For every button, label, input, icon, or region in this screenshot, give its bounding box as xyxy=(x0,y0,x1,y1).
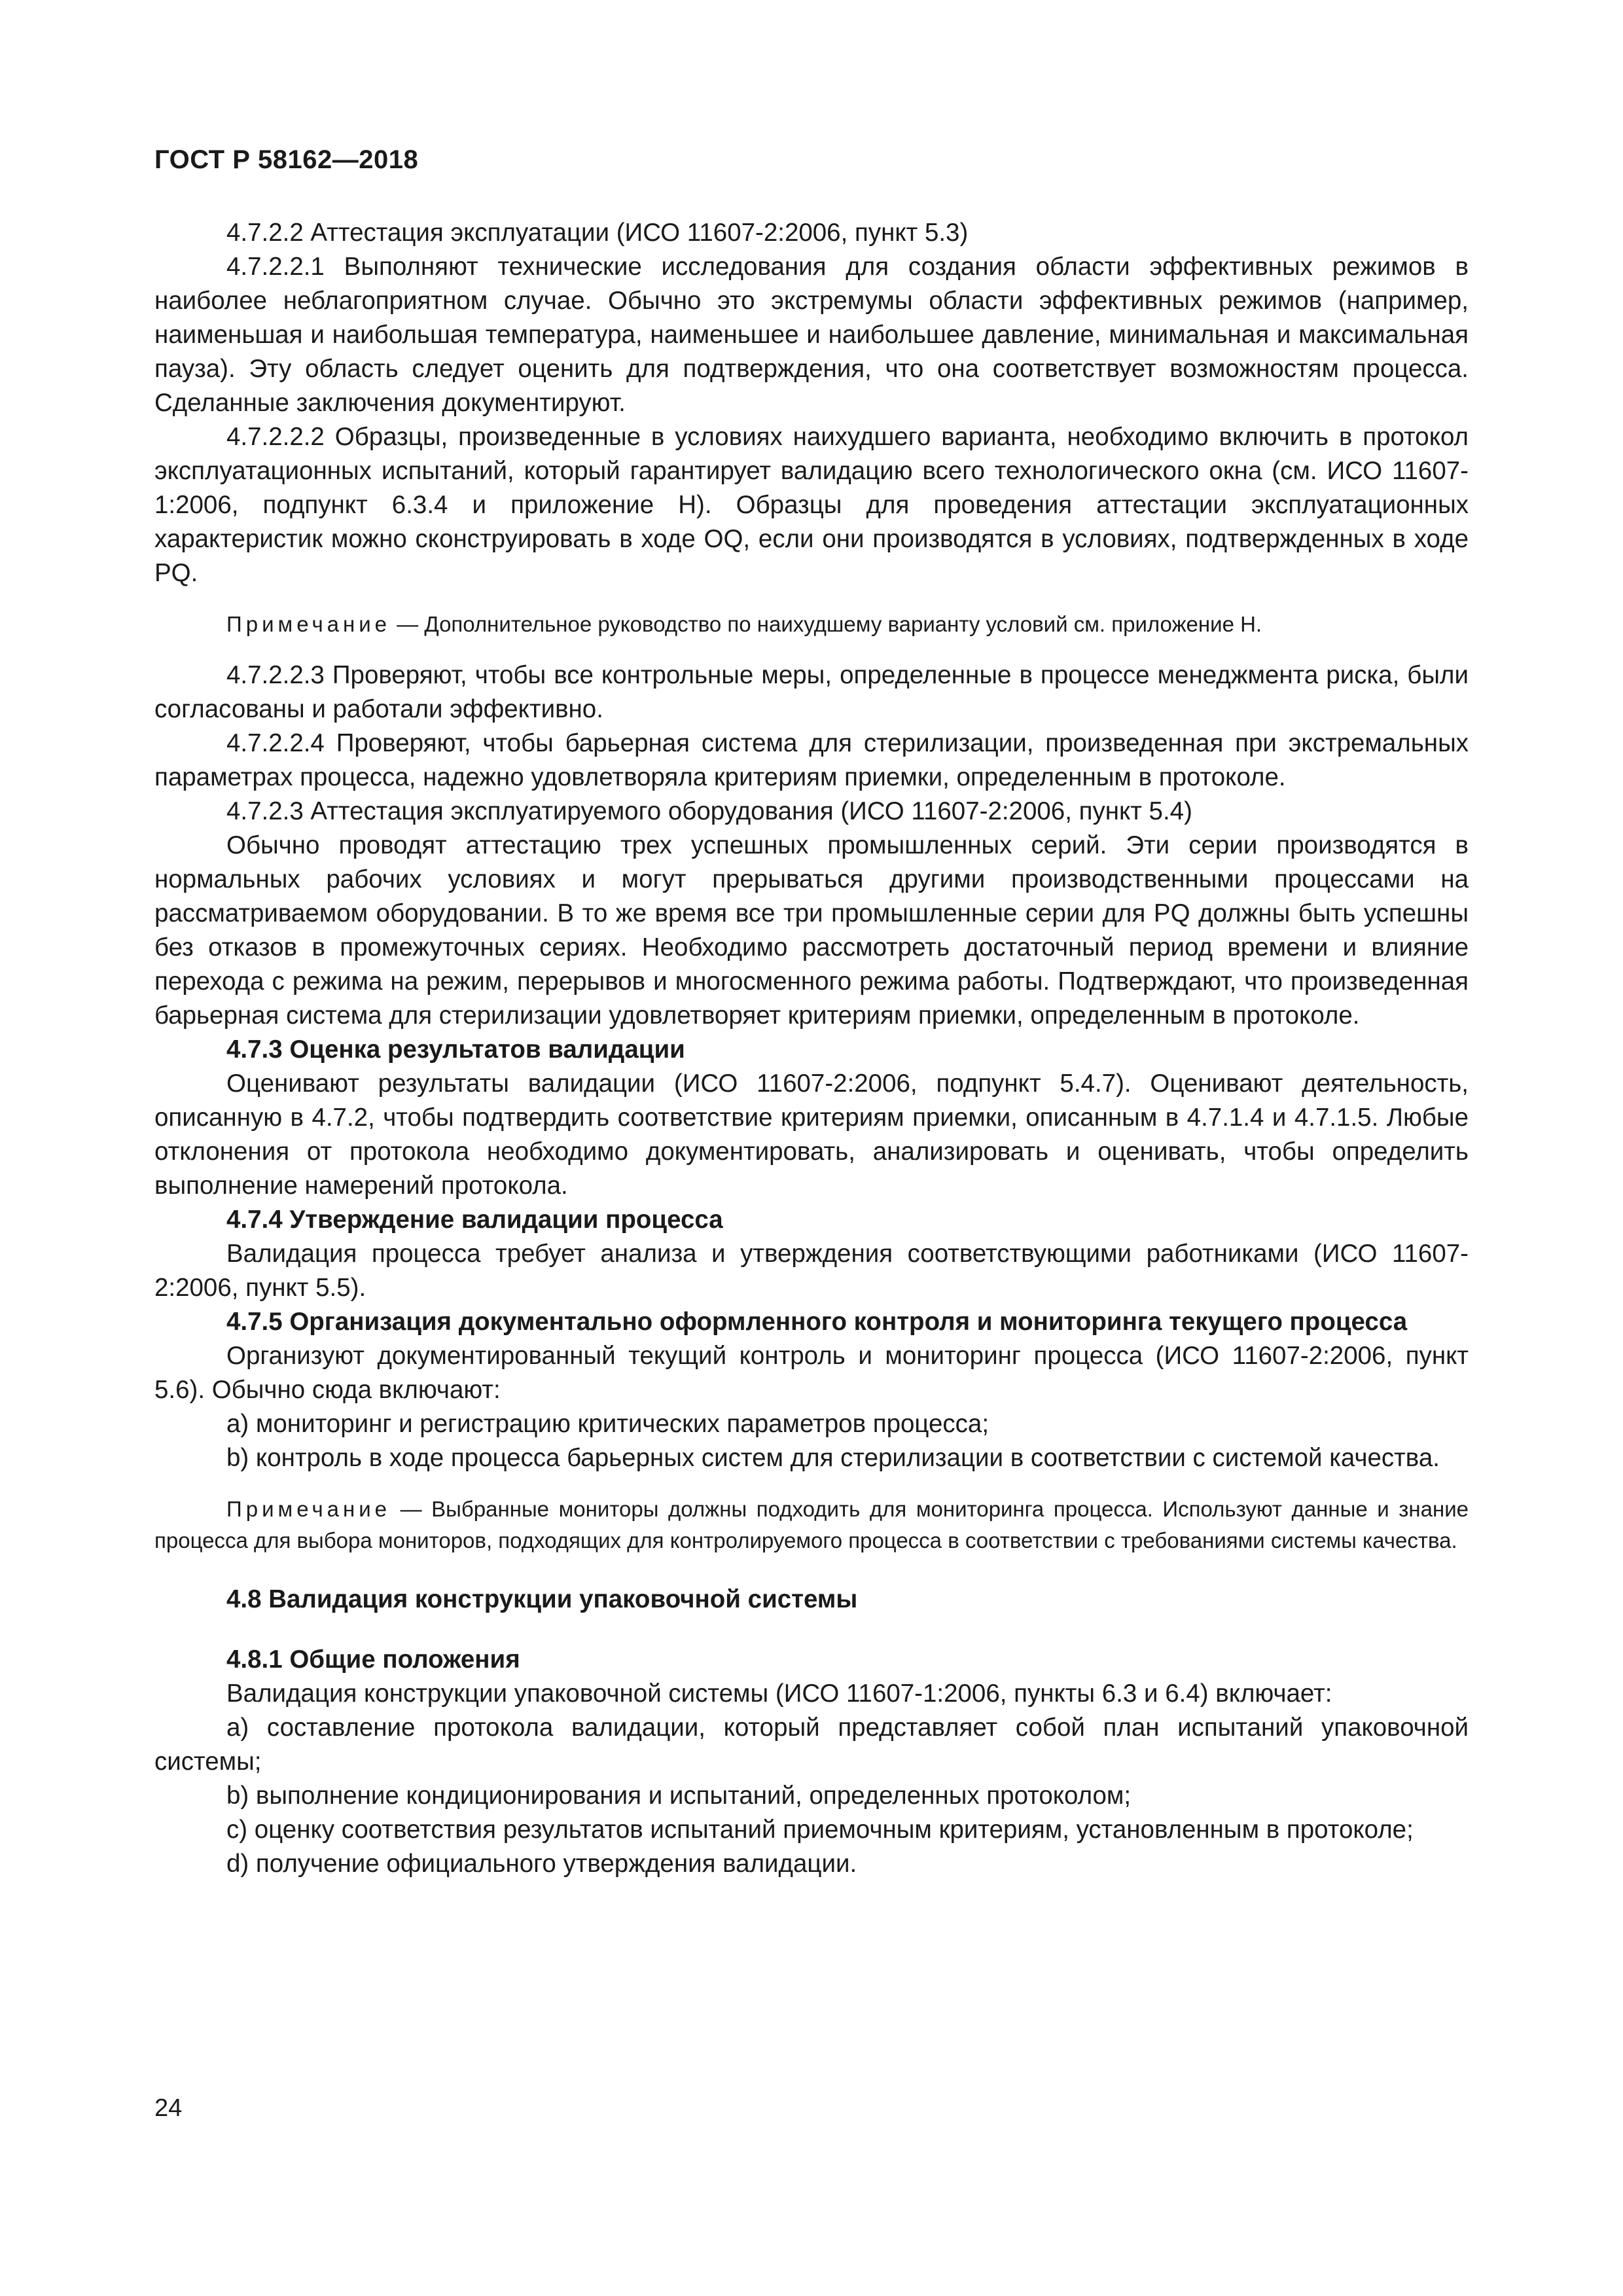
paragraph-4-7-2-2-3: 4.7.2.2.3 Проверяют, чтобы все контрольные меры, определенные в процессе менеджмента риска, были согласованы и работали эффективно. xyxy=(154,661,1469,723)
paragraph-4-7-4: Валидация процесса требует анализа и утверждения соответствующими работниками (ИСО 11607-2:2006, пункт 5.5). xyxy=(154,1240,1469,1302)
list-item-4-7-5-a: а) мониторинг и регистрацию критических параметров процесса; xyxy=(226,1410,990,1438)
page-number: 24 xyxy=(154,2094,183,2122)
list-item-4-8-1-a: а) составление протокола валидации, который представляет собой план испытаний упаковочной системы; xyxy=(154,1713,1469,1776)
paragraph-4-7-2-2-4: 4.7.2.2.4 Проверяют, чтобы барьерная система для стерилизации, произведенная при экстремальных параметрах процесса, надежно удовлетворяла критериям приемки, определенным в протоколе. xyxy=(154,729,1469,791)
list-item-4-7-5-b: b) контроль в ходе процесса барьерных систем для стерилизации в соответствии с системой качества. xyxy=(226,1444,1440,1472)
paragraph-4-7-5: Организуют документированный текущий контроль и мониторинг процесса (ИСО 11607-2:2006, пункт 5.6). Обычно сюда включают: xyxy=(154,1342,1469,1404)
paragraph-4-7-2-2-1: 4.7.2.2.1 Выполняют технические исследования для создания области эффективных режимов в наиболее неблагоприятном случае. Обычно это экстремумы области эффективных режимов (например, наименьшая и наибольшая температура, наименьшее и наибольшее давление, минимальная и максимальная пауза). Эту область следует оценить для подтверждения, что она соответствует возможностям процесса. Сделанные заключения документируют. xyxy=(154,253,1469,417)
paragraph-4-8-1: Валидация конструкции упаковочной системы (ИСО 11607-1:2006, пункты 6.3 и 6.4) включает: xyxy=(226,1679,1332,1708)
section-4-7-2-3-heading: 4.7.2.3 Аттестация эксплуатируемого оборудования (ИСО 11607-2:2006, пункт 5.4) xyxy=(226,797,1192,825)
list-item-4-8-1-c: c) оценку соответствия результатов испытаний приемочным критериям, установленным в протоколе; xyxy=(226,1816,1414,1844)
note-worst-case xyxy=(154,609,1469,640)
section-4-7-3-heading: 4.7.3 Оценка результатов валидации xyxy=(226,1035,685,1064)
note-text: — Дополнительное руководство по наихудшему варианту условий см. приложение Н. xyxy=(397,612,1262,636)
section-4-7-2-2-heading: 4.7.2.2 Аттестация эксплуатации (ИСО 11607-2:2006, пункт 5.3) xyxy=(226,219,969,247)
paragraph-4-7-2-2-2: 4.7.2.2.2 Образцы, произведенные в условиях наихудшего варианта, необходимо включить в протокол эксплуатационных испытаний, который гарантирует валидацию всего технологического окна (см. ИСО 11607-1:2006, подпункт 6.3.4 и приложение Н). Образцы для проведения аттестации эксплуатационных характеристик можно сконструировать в ходе OQ, если они производятся в условиях, подтвержденных в ходе PQ. xyxy=(154,423,1469,587)
list-item-4-8-1-b: b) выполнение кондиционирования и испытаний, определенных протоколом; xyxy=(226,1782,1132,1810)
note-label: Примечание xyxy=(226,1497,391,1521)
standard-code-header: ГОСТ Р 58162—2018 xyxy=(154,145,419,174)
document-body xyxy=(154,216,1469,1881)
section-4-7-4-heading: 4.7.4 Утверждение валидации процесса xyxy=(226,1206,723,1234)
section-4-8-1-heading: 4.8.1 Общие положения xyxy=(226,1645,520,1674)
list-item-4-8-1-d: d) получение официального утверждения валидации. xyxy=(226,1850,857,1878)
note-text: — Выбранные мониторы должны подходить для мониторинга процесса. Используют данные и знание процесса для выбора мониторов, подходящих для контролируемого процесса в соответствии с требованиями системы качества. xyxy=(154,1497,1469,1552)
note-monitors xyxy=(154,1494,1469,1556)
section-4-7-5-heading: 4.7.5 Организация документально оформленного контроля и мониторинга текущего процесса xyxy=(226,1308,1408,1336)
section-4-8-heading: 4.8 Валидация конструкции упаковочной системы xyxy=(226,1585,858,1613)
paragraph-pq-series: Обычно проводят аттестацию трех успешных промышленных серий. Эти серии производятся в нормальных рабочих условиях и могут прерываться другими производственными процессами на рассматриваемом оборудовании. В то же время все три промышленные серии для PQ должны быть успешны без отказов в промежуточных сериях. Необходимо рассмотреть достаточный период времени и влияние перехода с режима на режим, перерывов и многосменного режима работы. Подтверждают, что произведенная барьерная система для стерилизации удовлетворяет критериям приемки, определенным в протоколе. xyxy=(154,831,1469,1030)
note-label: Примечание xyxy=(226,612,391,636)
paragraph-4-7-3: Оценивают результаты валидации (ИСО 11607-2:2006, подпункт 5.4.7). Оценивают деятельность, описанную в 4.7.2, чтобы подтвердить соответствие критериям приемки, описанным в 4.7.1.4 и 4.7.1.5. Любые отклонения от протокола необходимо документировать, анализировать и оценивать, чтобы определить выполнение намерений протокола. xyxy=(154,1069,1469,1200)
